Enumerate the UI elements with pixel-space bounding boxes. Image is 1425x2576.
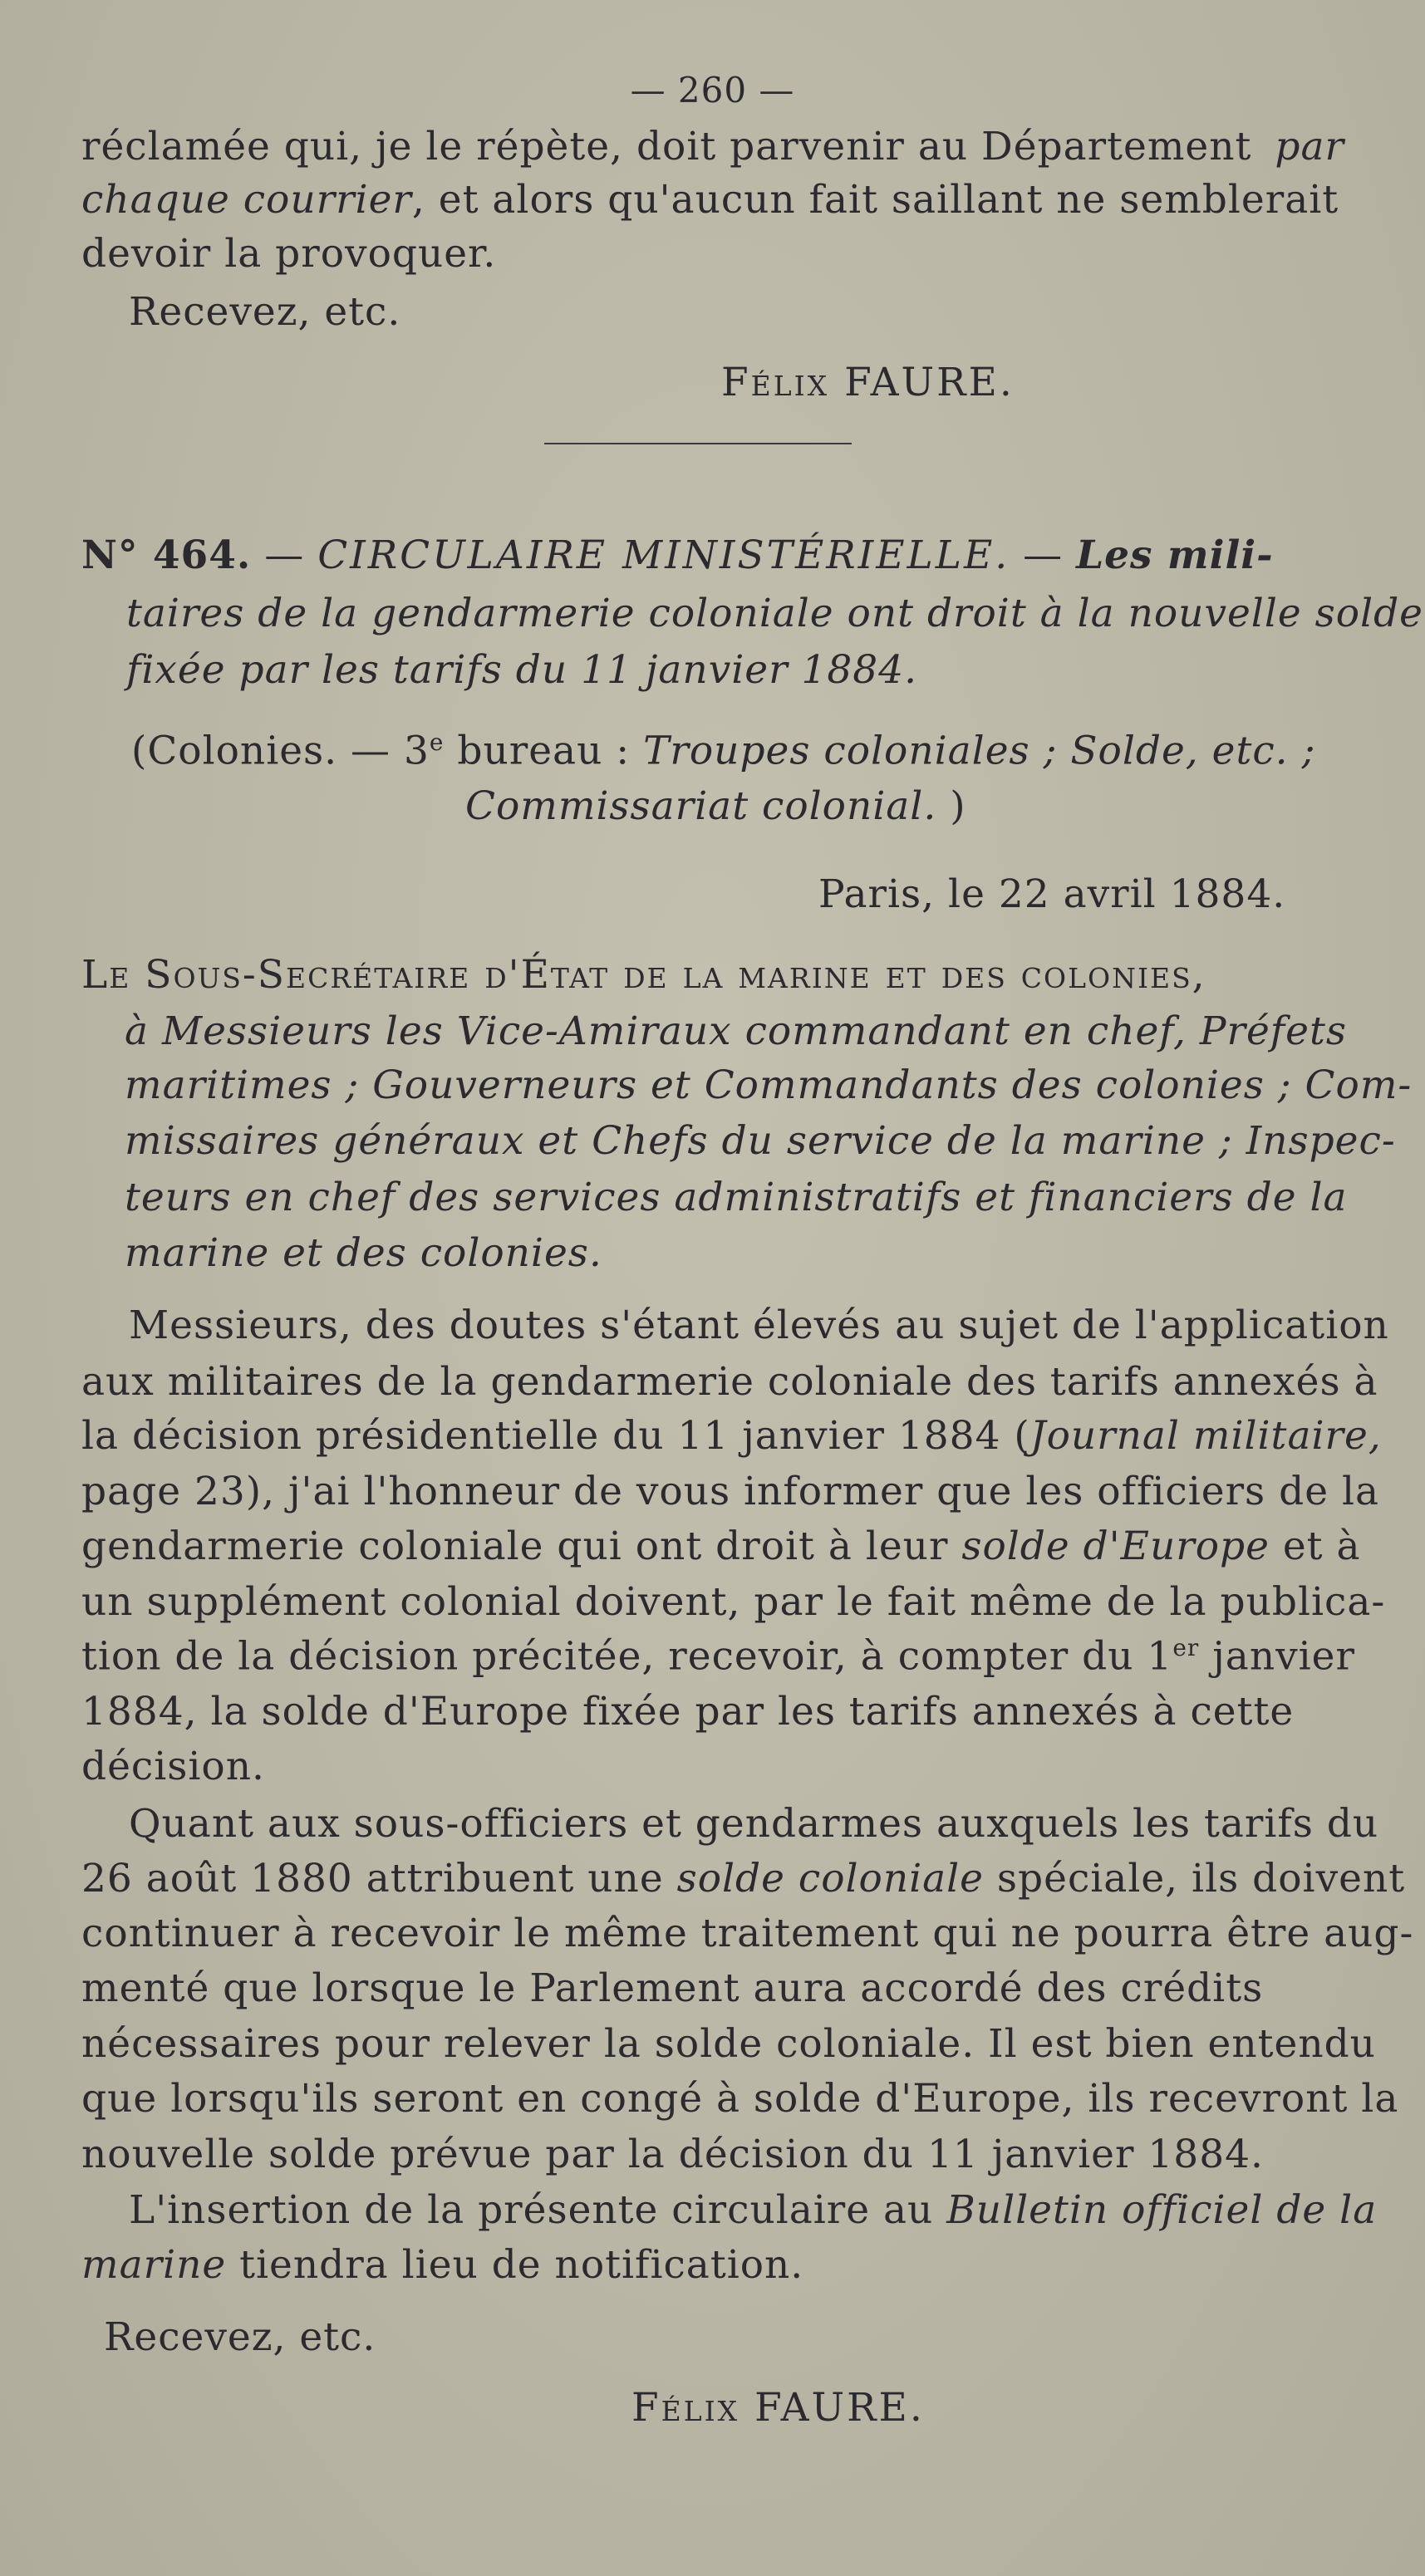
paragraph-line: aux militaires de la gendarmerie coloniale des tarifs annexés à: [81, 1359, 1378, 1405]
paragraph-line: menté que lorsque le Parlement aura accordé des crédits: [81, 1965, 1264, 2011]
addressees-line: marine et des colonies.: [125, 1230, 602, 1276]
text-span: (Colonies. — 3: [131, 728, 430, 774]
addressees-line: teurs en chef des services administratifs et financiers de la: [125, 1175, 1348, 1220]
text-span: e: [429, 729, 445, 756]
text-span: gendarmerie coloniale qui ont droit à leur: [81, 1524, 962, 1569]
text-span: 26 août 1880 attribuent une: [81, 1856, 677, 1901]
text-span: réclamée qui, je le répète, doit parvenir au Département: [81, 124, 1252, 169]
addressees-line: missaires généraux et Chefs du service de la marine ; Inspec-: [125, 1118, 1396, 1164]
text-span: tion de la décision précitée, recevoir, à compter du 1: [81, 1633, 1173, 1680]
paragraph-line: Messieurs, des doutes s'étant élevés au sujet de l'application: [129, 1303, 1389, 1348]
circular-title: CIRCULAIRE MINISTÉRIELLE.: [317, 532, 1010, 578]
circular-summary: fixée par les tarifs du 11 janvier 1884.: [126, 647, 918, 693]
text-span: , et alors qu'aucun fait saillant ne semblerait: [411, 177, 1339, 223]
separator-rule: [544, 443, 852, 444]
circular-summary: taires de la gendarmerie coloniale ont droit à la nouvelle solde: [126, 591, 1423, 636]
text-span: Bulletin officiel de la: [946, 2187, 1378, 2233]
paragraph-line: un supplément colonial doivent, par le fait même de la publica-: [81, 1579, 1386, 1625]
text-span: ): [936, 783, 966, 829]
text-span: et à: [1269, 1524, 1361, 1569]
text-span: —: [1010, 532, 1077, 578]
text-span: —: [251, 532, 318, 578]
text-line: [81, 124, 1344, 169]
text-span: par: [1275, 124, 1344, 169]
text-line: devoir la provoquer.: [81, 231, 497, 277]
paragraph-line: Quant aux sous-officiers et gendarmes auxquels les tarifs du: [129, 1801, 1379, 1847]
reference-line: [131, 728, 1316, 774]
text-span: janvier: [1199, 1633, 1355, 1680]
closing-formula: Recevez, etc.: [129, 289, 401, 335]
paragraph-line: [81, 1413, 1382, 1459]
text-span: er: [1172, 1634, 1200, 1661]
paragraph-line: [81, 1856, 1406, 1901]
signature: Félix FAURE.: [721, 360, 1015, 405]
paragraph-line: [81, 2242, 804, 2288]
text-span: spéciale, ils doivent: [983, 1856, 1406, 1901]
text-span: tiendra lieu de notification.: [226, 2242, 804, 2288]
circular-number: N° 464.: [81, 532, 252, 578]
paragraph-line: nouvelle solde prévue par la décision du 11 janvier 1884.: [81, 2132, 1264, 2177]
reference-line: [465, 783, 966, 829]
signature: Félix FAURE.: [631, 2385, 925, 2431]
text-span: Commissariat colonial.: [465, 783, 937, 829]
paragraph-line: 1884, la solde d'Europe fixée par les tarifs annexés à cette: [81, 1689, 1295, 1735]
paragraph-line: nécessaires pour relever la solde coloniale. Il est bien entendu: [81, 2021, 1376, 2067]
text-span: Troupes coloniales ; Solde, etc. ;: [643, 728, 1316, 774]
paragraph-line: continuer à recevoir le même traitement qui ne pourra être aug-: [81, 1911, 1414, 1956]
addressees-line: à Messieurs les Vice-Amiraux commandant en chef, Préfets: [125, 1008, 1348, 1054]
text-span: la décision présidentielle du 11 janvier 1884 (: [81, 1413, 1030, 1459]
circular-heading: [81, 532, 1344, 578]
text-span: marine: [81, 2242, 227, 2288]
paragraph-line: [81, 1633, 1355, 1680]
paragraph-line: [81, 1524, 1361, 1569]
text-span: solde coloniale: [676, 1856, 984, 1901]
paragraph-line: décision.: [81, 1744, 265, 1789]
text-span: L'insertion de la présente circulaire au: [129, 2187, 947, 2233]
text-span: Journal militaire,: [1029, 1413, 1382, 1459]
sender-line: Le Sous-Secrétaire d'État de la marine et des colonies,: [81, 952, 1206, 998]
date-line: Paris, le 22 avril 1884.: [818, 871, 1286, 917]
paragraph-line: page 23), j'ai l'honneur de vous informer que les officiers de la: [81, 1469, 1380, 1514]
text-line: [81, 177, 1344, 223]
paragraph-line: que lorsqu'ils seront en congé à solde d'Europe, ils recevront la: [81, 2076, 1399, 2122]
text-span: bureau :: [444, 728, 644, 774]
text-span: chaque courrier: [81, 177, 412, 223]
paragraph-line: [129, 2187, 1378, 2233]
addressees-line: maritimes ; Gouverneurs et Commandants des colonies ; Com-: [125, 1062, 1413, 1108]
closing-formula: Recevez, etc.: [104, 2314, 376, 2360]
text-span: solde d'Europe: [961, 1524, 1270, 1569]
page-number: — 260 —: [630, 70, 795, 110]
text-span: Les mili-: [1076, 532, 1274, 578]
